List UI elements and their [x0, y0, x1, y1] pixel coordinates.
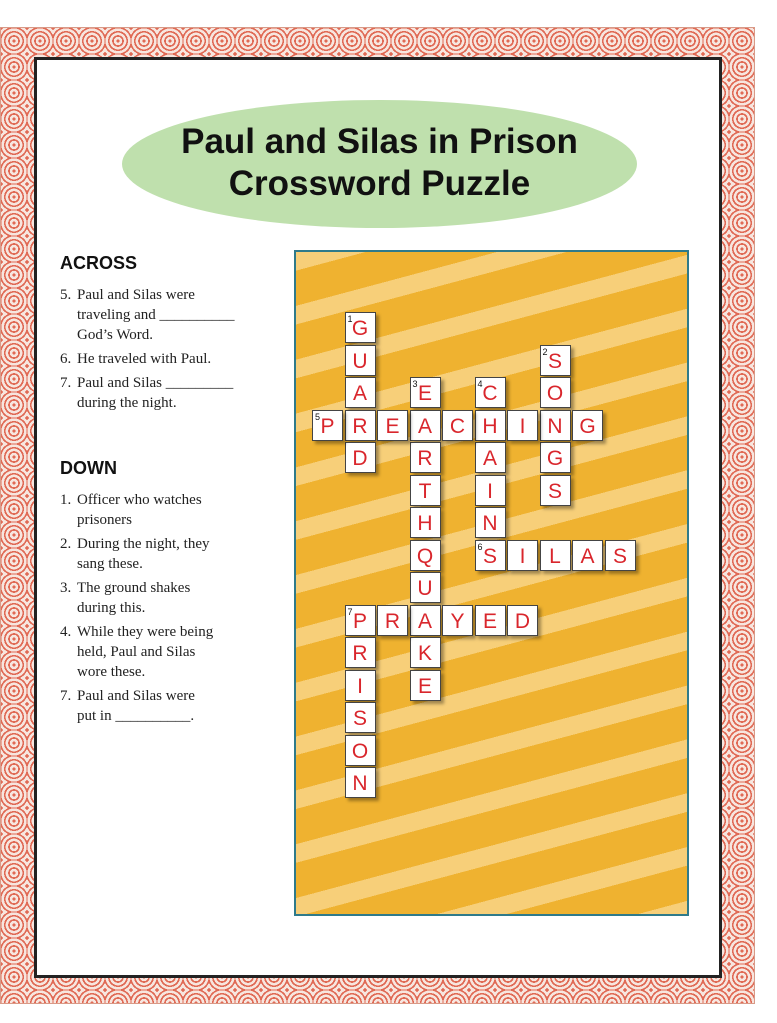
clue-text: Paul and Silas _________ during the night.	[77, 375, 234, 411]
crossword-cell[interactable]	[345, 442, 376, 473]
crossword-cell[interactable]	[410, 507, 441, 538]
crossword-cell[interactable]	[345, 702, 376, 733]
cell-letter: U	[417, 577, 433, 600]
cell-letter: D	[514, 609, 531, 633]
clue-number: 2.	[60, 536, 72, 552]
cell-letter: L	[549, 544, 561, 568]
crossword-cell[interactable]	[507, 605, 538, 636]
cell-letter: G	[546, 447, 564, 470]
cell-number: 5	[315, 411, 321, 422]
cell-letter: C	[482, 382, 498, 405]
cell-letter: R	[384, 609, 401, 633]
cell-letter: R	[352, 642, 368, 665]
crossword-cell[interactable]	[475, 605, 506, 636]
across-clue-list	[60, 285, 270, 417]
cell-letter: A	[417, 414, 432, 438]
clue-number: 5.	[60, 287, 72, 303]
cell-number: 3	[412, 379, 418, 389]
crossword-cell[interactable]	[475, 377, 506, 408]
cell-letter: P	[320, 414, 335, 438]
cell-letter: E	[417, 382, 432, 405]
crossword-cell[interactable]	[345, 670, 376, 701]
cell-letter: G	[579, 414, 596, 438]
page-title-line-1: Paul and Silas in Prison	[181, 122, 578, 161]
clue-number: 1.	[60, 492, 72, 508]
cell-letter: D	[352, 447, 368, 470]
cell-number: 2	[542, 346, 548, 357]
crossword-cell[interactable]	[475, 442, 506, 473]
clue-number: 6.	[60, 351, 72, 367]
cell-letter: S	[547, 349, 562, 373]
across-clue-7	[60, 373, 270, 413]
crossword-cell[interactable]	[475, 410, 506, 441]
crossword-cell[interactable]	[540, 442, 571, 473]
crossword-cell[interactable]	[540, 475, 571, 506]
cell-letter: E	[417, 674, 432, 698]
across-clue-6	[60, 349, 270, 369]
cell-letter: O	[546, 382, 564, 405]
cell-number: 1	[347, 314, 353, 324]
cell-letter: E	[385, 414, 400, 438]
clue-text: The ground shakes during this.	[77, 580, 191, 616]
cell-letter: A	[580, 544, 595, 568]
clue-number: 4.	[60, 624, 72, 640]
clue-text: While they were being held, Paul and Silas wore these.	[77, 624, 214, 680]
crossword-cell[interactable]	[475, 540, 506, 571]
cell-letter: N	[352, 772, 368, 795]
crossword-cell[interactable]	[345, 377, 376, 408]
crossword-cell[interactable]	[345, 410, 376, 441]
crossword-cell[interactable]	[540, 540, 571, 571]
clue-text: Paul and Silas were put in __________.	[77, 688, 195, 724]
cell-letter: I	[519, 414, 526, 438]
cell-letter: E	[482, 609, 497, 633]
crossword-cell[interactable]	[475, 475, 506, 506]
crossword-cell[interactable]	[345, 767, 376, 798]
cell-letter: Q	[416, 544, 434, 568]
cell-letter: S	[352, 707, 367, 730]
cell-letter: N	[482, 512, 498, 535]
cell-letter: R	[352, 414, 368, 438]
crossword-cell[interactable]	[572, 410, 603, 441]
crossword-cell[interactable]	[540, 377, 571, 408]
cell-letter: P	[352, 609, 367, 633]
cell-letter: A	[352, 382, 367, 405]
clue-text: Officer who watches prisoners	[77, 492, 202, 528]
crossword-cell[interactable]	[410, 572, 441, 603]
crossword-cell[interactable]	[377, 410, 408, 441]
cell-letter: I	[487, 479, 493, 503]
crossword-cell[interactable]	[540, 345, 571, 376]
crossword-cell[interactable]	[345, 345, 376, 376]
crossword-cell[interactable]	[410, 670, 441, 701]
cell-number: 4	[477, 379, 483, 389]
cell-letter: N	[547, 414, 563, 438]
cell-letter: C	[449, 414, 466, 438]
cell-letter: S	[482, 544, 497, 568]
cell-letter: I	[357, 674, 363, 698]
worksheet-page	[34, 57, 722, 978]
crossword-cell[interactable]	[345, 637, 376, 668]
cell-letter: R	[417, 447, 433, 470]
crossword-cell[interactable]	[442, 605, 473, 636]
cell-number: 6	[477, 541, 483, 552]
cell-letter: S	[547, 479, 562, 503]
clue-number: 7.	[60, 375, 72, 391]
cell-letter: K	[417, 642, 432, 665]
crossword-grid	[294, 250, 689, 916]
cell-letter: H	[417, 512, 433, 535]
crossword-cell[interactable]	[507, 540, 538, 571]
clue-text: He traveled with Paul.	[77, 351, 212, 367]
decorative-border	[0, 27, 755, 1004]
down-heading: DOWN	[60, 458, 117, 478]
down-clue-list	[60, 490, 270, 730]
clue-number: 7.	[60, 688, 72, 704]
crossword-cell[interactable]	[410, 540, 441, 571]
down-clue-4	[60, 622, 270, 682]
crossword-cell[interactable]	[442, 410, 473, 441]
cell-letter: H	[482, 414, 498, 438]
across-clue-5	[60, 285, 270, 345]
cell-letter: I	[519, 544, 526, 568]
crossword-cell[interactable]	[540, 410, 571, 441]
cell-letter: U	[352, 349, 368, 373]
cell-letter: T	[418, 479, 432, 503]
crossword-cell[interactable]	[345, 735, 376, 766]
crossword-cell[interactable]	[507, 410, 538, 441]
clue-text: During the night, they sang these.	[77, 536, 210, 572]
crossword-cell[interactable]	[377, 605, 408, 636]
crossword-cell[interactable]	[410, 605, 441, 636]
cell-letter: G	[351, 317, 369, 340]
crossword-cell[interactable]	[410, 475, 441, 506]
cell-letter: Y	[450, 609, 465, 633]
cell-letter: S	[612, 544, 627, 568]
crossword-cell[interactable]	[410, 410, 441, 441]
crossword-cell[interactable]	[312, 410, 343, 441]
crossword-cell[interactable]	[605, 540, 636, 571]
down-clue-7	[60, 686, 270, 726]
crossword-cell[interactable]	[410, 442, 441, 473]
cell-number: 7	[347, 606, 353, 617]
cell-letter: A	[417, 609, 432, 633]
cell-letter: O	[351, 739, 369, 763]
down-clue-1	[60, 490, 270, 530]
cell-letter: A	[482, 447, 497, 470]
crossword-cell[interactable]	[572, 540, 603, 571]
crossword-cell[interactable]	[410, 377, 441, 408]
down-clue-2	[60, 534, 270, 574]
crossword-cell[interactable]	[345, 312, 376, 343]
down-clue-3	[60, 578, 270, 618]
across-heading: ACROSS	[60, 253, 138, 273]
crossword-cell[interactable]	[410, 637, 441, 668]
page-title-line-2: Crossword Puzzle	[228, 164, 531, 203]
clue-text: Paul and Silas were traveling and __________ God’s Word.	[77, 287, 235, 343]
crossword-cell[interactable]	[345, 605, 376, 636]
clue-number: 3.	[60, 580, 72, 596]
